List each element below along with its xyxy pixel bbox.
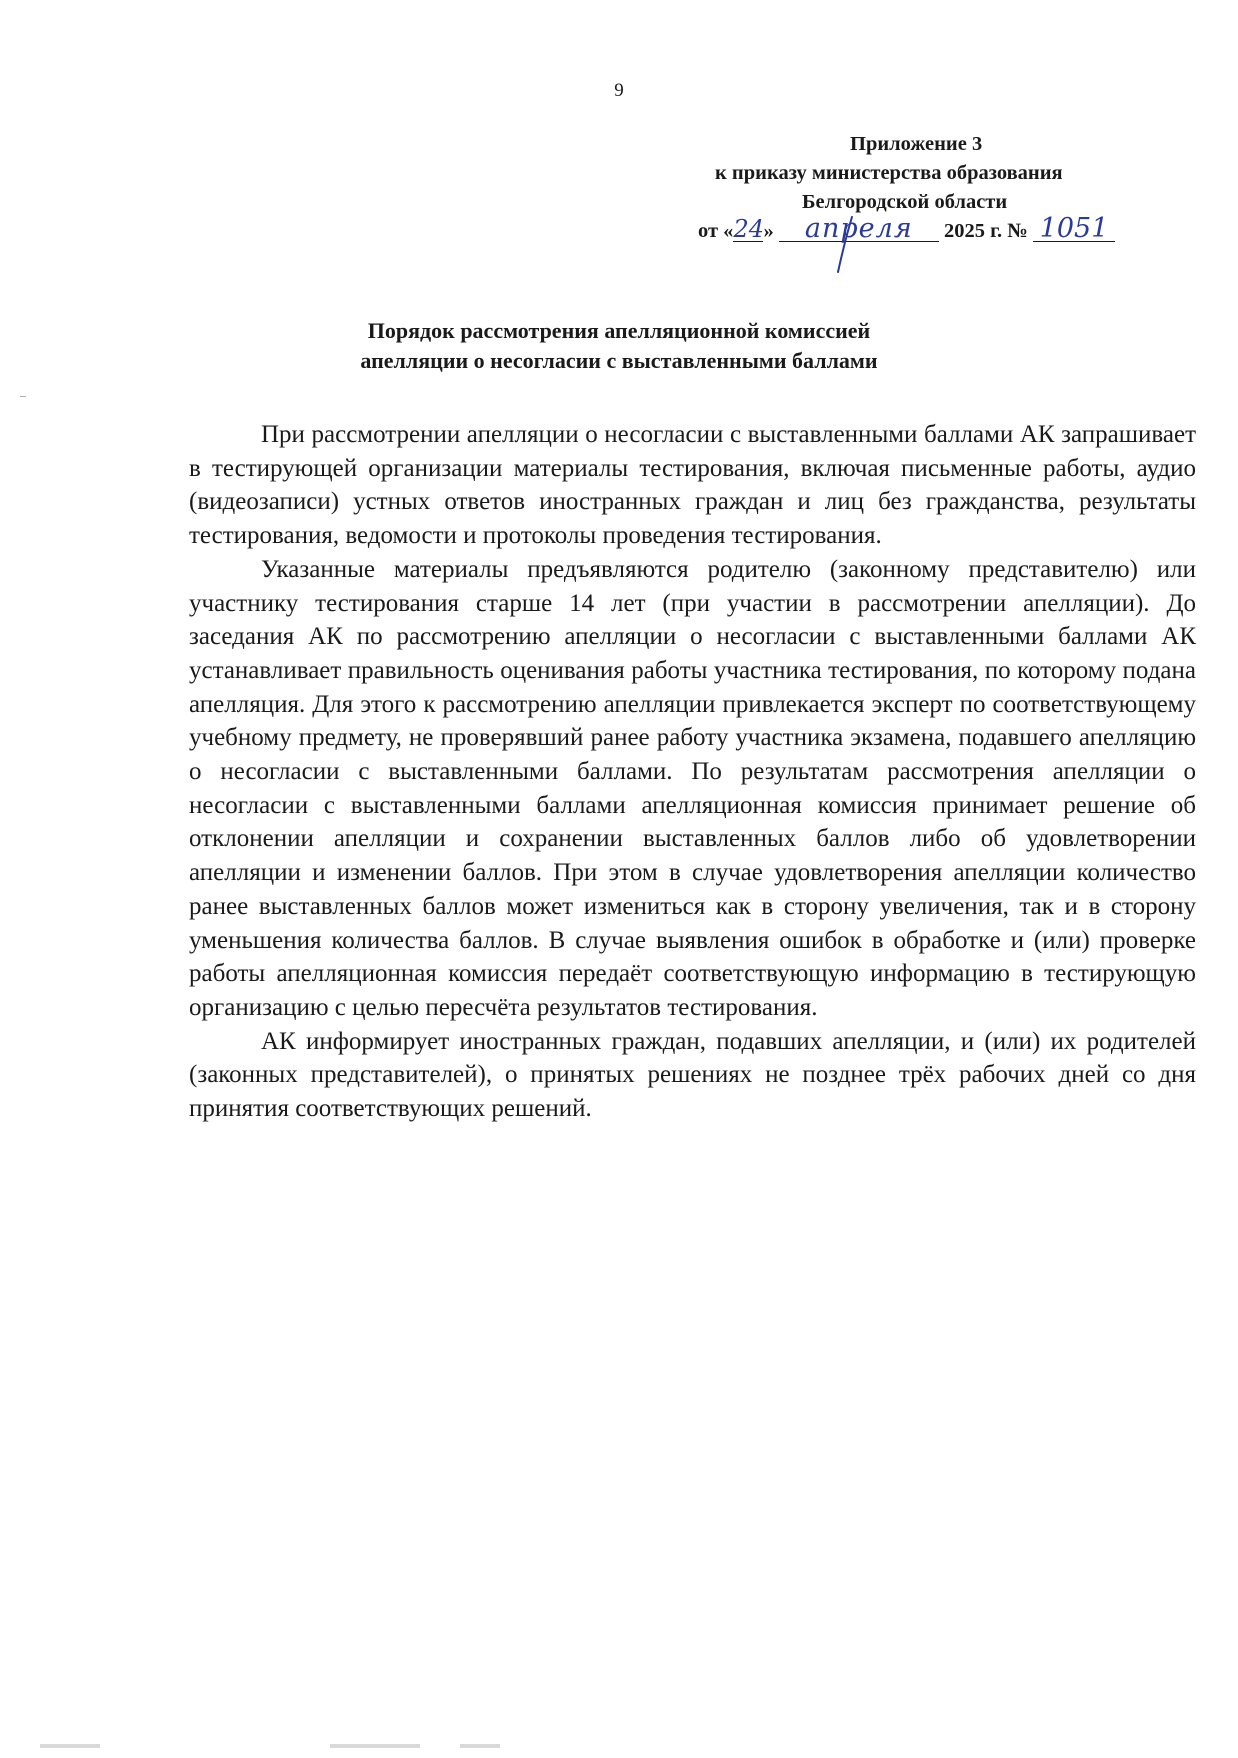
handwritten-order-number: 1051	[1033, 217, 1115, 242]
scan-artifact-mark	[20, 396, 26, 397]
scan-artifact-bottom	[40, 1744, 100, 1748]
document-title-line-2: апелляции о несогласии с выставленными баллами	[360, 348, 878, 373]
appendix-header	[680, 130, 1180, 246]
scan-artifact-bottom	[330, 1744, 420, 1748]
handwritten-day: 24	[733, 215, 764, 243]
document-body	[189, 418, 1196, 1126]
date-year: 2025 г. №	[943, 220, 1028, 242]
appendix-order-reference: к приказу министерства образования	[715, 162, 1063, 184]
document-title	[0, 316, 1238, 376]
scan-artifact-bottom	[460, 1744, 500, 1748]
handwritten-month: апреля	[779, 217, 939, 242]
appendix-date-line	[680, 213, 1180, 246]
paragraph-2: Указанные материалы предъявляются родителю (законному представителю) или участнику тестирования старше 14 лет (при участии в рассмотрении апелляции). До заседания АК по рассмотрению апелляции о несогласии с выставленными баллами АК устанавливает правильность оценивания работы участника тестирования, по которому подана апелляция. Для этого к рассмотрению апелляции привлекается эксперт по соответствующему учебному предмету, не проверявший ранее работу участника экзамена, подавшего апелляцию о несогласии с выставленными баллами. По результатам рассмотрения апелляции о несогласии с выставленными баллами апелляционная комиссия принимает решение об отклонении апелляции и сохранении выставленных баллов либо об удовлетворении апелляции и изменении баллов. При этом в случае удовлетворения апелляции количество ранее выставленных баллов может измениться как в сторону увеличения, так и в сторону уменьшения количества баллов. В случае выявления ошибок в обработке и (или) проверке работы апелляционная комиссия передаёт соответствующую информацию в тестирующую организацию с целью пересчёта результатов тестирования.	[189, 555, 1196, 1021]
paragraph-1: При рассмотрении апелляции о несогласии с выставленными баллами АК запрашивает в тестирующей организации материалы тестирования, включая письменные работы, аудио (видеозаписи) устных ответов иностранных граждан и лиц без гражданства, результаты тестирования, ведомости и протоколы проведения тестирования.	[189, 421, 1196, 550]
appendix-region: Белгородской области	[802, 191, 1008, 213]
document-title-line-1: Порядок рассмотрения апелляционной комиссией	[367, 318, 871, 343]
appendix-title: Приложение 3	[850, 133, 983, 155]
date-quote-close: »	[763, 220, 774, 242]
date-prefix: от «	[698, 220, 734, 242]
paragraph-3: АК информирует иностранных граждан, подавших апелляции, и (или) их родителей (законных представителей), о принятых решениях не позднее трёх рабочих дней со дня принятия соответствующих решений.	[189, 1027, 1196, 1123]
page-number: 9	[614, 80, 624, 101]
